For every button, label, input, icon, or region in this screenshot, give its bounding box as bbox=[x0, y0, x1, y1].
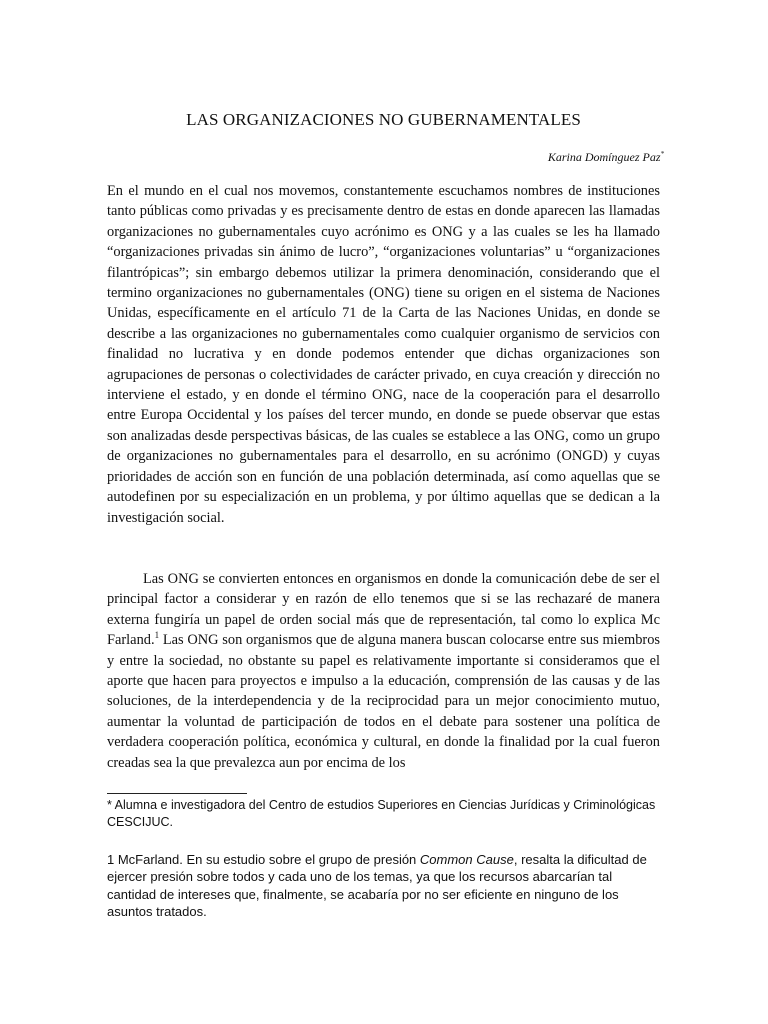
document-title: LAS ORGANIZACIONES NO GUBERNAMENTALES bbox=[186, 110, 581, 129]
author-name: Karina Domínguez Paz bbox=[547, 150, 661, 164]
author-byline bbox=[548, 150, 664, 165]
paragraph-2-text-a: Las ONG se convierten entonces en organismos en donde la comunicación debe de ser el principal factor a considerar y en razón de ello tenemos que si se las rechazaré de manera externa fungiría un papel de orden social más que de representación, tal como lo explica Mc Farland. bbox=[107, 571, 660, 649]
author-footnote-mark: * bbox=[660, 150, 664, 158]
paragraph-2-text-b: Las ONG son organismos que de alguna manera buscan colocarse entre sus miembros y entre la sociedad, no obstante su papel es relativamente importante si consideramos que el aporte que hacen para proyectos e impulso a la educación, comprensión de las causas y de las soluciones, de la interdependencia y de la reciprocidad para un mejor conocimiento mutuo, aumentar la voluntad de participación de todos en el debate para sostener una política de verdadera cooperación política, económica y cultural, en donde la finalidad por la cual fueron creadas sea la que prevalezca aun por encima de los bbox=[107, 632, 660, 771]
footnote-1 bbox=[107, 851, 660, 920]
footnote-author-text: Alumna e investigadora del Centro de estudios Superiores en Ciencias Jurídicas y Criminológicas CESCIJUC. bbox=[107, 798, 656, 829]
paragraph-1: En el mundo en el cual nos movemos, constantemente escuchamos nombres de instituciones tanto públicas como privadas y es precisamente dentro de estas en donde aparecen las llamadas organizaciones no gubernamentales cuyo acrónimo es ONG y a las cuales se les ha llamado “organizaciones privadas sin ánimo de lucro”, “organizaciones voluntarias” u “organizaciones filantrópicas”; sin embargo debemos utilizar la primera denominación, considerando que el termino organizaciones no gubernamentales (ONG) tiene su origen en el sistema de Naciones Unidas, específicamente en el artículo 71 de la Carta de las Naciones Unidas, en donde se describe a las organizaciones no gubernamentales como cualquier organismo de servicios con finalidad no lucrativa y en donde podemos entender que dichas organizaciones son agrupaciones de personas o colectividades de carácter privado, en cuya creación y dirección no interviene el estado, y en donde el término ONG, nace de la cooperación para el desarrollo entre Europa Occidental y los países del tercer mundo, en donde se puede observar que estas son analizadas desde perspectivas básicas, de las cuales se establece a las ONG, como un grupo de organizaciones no gubernamentales para el desarrollo, en su acrónimo (ONGD) y cuyas prioridades de acción son en función de una población determinada, así como aquellas que se autodefinen por su especialización en un problema, y por último aquellas que se dedican a la investigación social. bbox=[107, 183, 660, 526]
document-page bbox=[107, 0, 664, 1024]
footnote-1-term: Common Cause bbox=[419, 852, 514, 867]
footnote-reference-1: 1 bbox=[154, 630, 160, 641]
footnote-1-text-a: 1 McFarland. En su estudio sobre el grupo de presión bbox=[107, 852, 420, 867]
footnote-separator bbox=[107, 793, 247, 794]
footnote-author-mark: * bbox=[107, 798, 112, 812]
footnote-1-text-b: , resalta la dificultad de ejercer presión sobre todos y cada uno de los temas, ya que los recursos abarcarían tal cantidad de intereses que, finalmente, se acabaría por no ser eficiente en ninguno de los asuntos tratados. bbox=[107, 852, 647, 919]
footnote-author bbox=[107, 797, 660, 831]
paragraph-2 bbox=[107, 569, 660, 773]
